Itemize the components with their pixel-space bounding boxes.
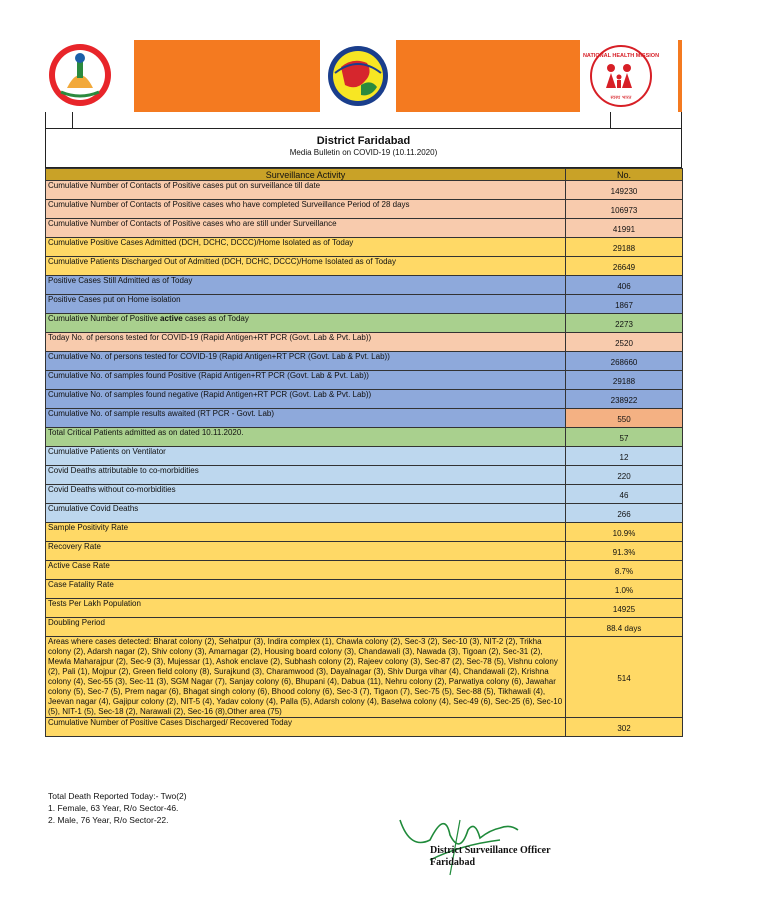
table-row xyxy=(46,219,683,238)
table-row xyxy=(46,295,683,314)
row-value: 2273 xyxy=(566,314,683,333)
row-value: 149230 xyxy=(566,181,683,200)
row-label: Cumulative Patients Discharged Out of Admitted (DCH, DCHC, DCCC)/Home Isolated as of Today xyxy=(46,257,566,276)
row-value: 14925 xyxy=(566,599,683,618)
row-label: Sample Positivity Rate xyxy=(46,523,566,542)
table-row xyxy=(46,447,683,466)
death-report-item-1: 1. Female, 63 Year, R/o Sector-46. xyxy=(48,803,179,813)
table-row xyxy=(46,561,683,580)
row-value: 268660 xyxy=(566,352,683,371)
row-label: Cumulative Number of Contacts of Positive cases who have completed Surveillance Period of 28 days xyxy=(46,200,566,219)
table-row xyxy=(46,542,683,561)
col-activity-header: Surveillance Activity xyxy=(46,169,566,181)
row-label: Cumulative Covid Deaths xyxy=(46,504,566,523)
row-label: Tests Per Lakh Population xyxy=(46,599,566,618)
row-label-bold: active xyxy=(160,314,183,323)
row-label: Cumulative No. of sample results awaited (RT PCR - Govt. Lab) xyxy=(46,409,566,428)
row-label: Areas where cases detected: Bharat colony (2), Sehatpur (3), Indira complex (1), Chawla colony (2), Sec-3 (2), Sec-10 (3), NIT-2 (2), Trikha colony (2), Adarsh nagar (2), Shiv colony (3), Amarnagar (2), Housing board colony (3), Chandawali (3), Nawada (3), Tigoan (2), Sec-31 (2), Mewla Maharajpur (2), Sec-9 (3), Mujessar (1), Ashok enclave (2), Subhash colony (2), Rajeev colony (3), Sec-87 (2), Sec-78 (5), Vishnu colony (2), Pali (1), Mojpur (2), Green field colony (8), Surajkund (3), Charamwood (3), Dayalnagar (3), Shiv Durga vihar (4), Chandawali (2), Krishna colony (4), Sec-55 (3), Sec-11 (3), SGM Nagar (7), Sanjay colony (6), Bhupani (4), Dabua (11), Nehru colony (2), Parwatiya colony (6), Jawahar colony (5), Sec-7 (5), Prem nagar (6), Bhagat singh colony (6), Bhood colony (6), Sec-3 (7), Tigaon (7), Sec-75 (5), Sec-88 (5), Tikhawali (4), Jeevan nagar (4), Gajipur colony (2), NIT-5 (4), Yadav colony (4), Palla (5), Adarsh colony (4), Baselwa colony (4), Sec-49 (6), Sec-25 (6), Sec-10 (5), NIT-1 (5), Sec-18 (2), Narawali (2), Sec-16 (8),Other area (75) xyxy=(46,637,566,718)
death-report-item-2: 2. Male, 76 Year, R/o Sector-22. xyxy=(48,815,169,825)
row-label: Recovery Rate xyxy=(46,542,566,561)
district-title: District Faridabad xyxy=(316,135,411,147)
table-row xyxy=(46,523,683,542)
row-label: Cumulative Number of Contacts of Positive cases put on surveillance till date xyxy=(46,181,566,200)
officer-place: Faridabad xyxy=(430,857,476,868)
row-value: 29188 xyxy=(566,238,683,257)
row-label: Cumulative Positive Cases Admitted (DCH, DCHC, DCCC)/Home Isolated as of Today xyxy=(46,238,566,257)
table-row xyxy=(46,352,683,371)
table-row xyxy=(46,718,683,737)
bulletin-subtitle: Media Bulletin on COVID-19 (10.11.2020) xyxy=(289,148,438,157)
bulletin-sheet xyxy=(45,40,682,737)
row-value: 41991 xyxy=(566,219,683,238)
row-label: Doubling Period xyxy=(46,618,566,637)
row-value: 26649 xyxy=(566,257,683,276)
row-label: Today No. of persons tested for COVID-19 (Rapid Antigen+RT PCR (Govt. Lab & Pvt. Lab)) xyxy=(46,333,566,352)
nhm-logo-subtext: स्वस्थ भारत xyxy=(610,95,632,101)
table-row xyxy=(46,637,683,718)
table-row xyxy=(46,333,683,352)
death-report-title: Total Death Reported Today:- Two(2) xyxy=(48,791,187,801)
row-label: Cumulative No. of samples found negative (Rapid Antigen+RT PCR (Govt. Lab & Pvt. Lab)) xyxy=(46,390,566,409)
table-row xyxy=(46,599,683,618)
row-label: Cumulative Number of Contacts of Positive cases who are still under Surveillance xyxy=(46,219,566,238)
signature-block xyxy=(430,845,551,869)
row-label: Positive Cases put on Home isolation xyxy=(46,295,566,314)
table-row xyxy=(46,390,683,409)
surveillance-table xyxy=(45,168,683,737)
row-value: 10.9% xyxy=(566,523,683,542)
row-value: 57 xyxy=(566,428,683,447)
row-value: 29188 xyxy=(566,371,683,390)
surveillance-table-body xyxy=(46,169,683,737)
table-row xyxy=(46,276,683,295)
row-label: Case Fatality Rate xyxy=(46,580,566,599)
row-value: 91.3% xyxy=(566,542,683,561)
bulletin-header xyxy=(45,129,682,168)
row-value: 514 xyxy=(566,637,683,718)
row-label: Cumulative Patients on Ventilator xyxy=(46,447,566,466)
row-label xyxy=(46,314,566,333)
table-row xyxy=(46,314,683,333)
row-label: Covid Deaths without co-morbidities xyxy=(46,485,566,504)
table-row xyxy=(46,238,683,257)
table-row xyxy=(46,466,683,485)
row-value: 1867 xyxy=(566,295,683,314)
nhm-logo xyxy=(582,44,660,108)
table-row xyxy=(46,409,683,428)
table-row xyxy=(46,200,683,219)
col-no-header: No. xyxy=(566,169,683,181)
table-row xyxy=(46,371,683,390)
row-value: 12 xyxy=(566,447,683,466)
row-value: 46 xyxy=(566,485,683,504)
row-label: Positive Cases Still Admitted as of Today xyxy=(46,276,566,295)
table-row xyxy=(46,580,683,599)
row-label: Total Critical Patients admitted as on dated 10.11.2020. xyxy=(46,428,566,447)
row-value: 302 xyxy=(566,718,683,737)
table-row xyxy=(46,257,683,276)
haryana-emblem xyxy=(47,42,113,108)
orange-band-right xyxy=(396,40,580,112)
officer-title: District Surveillance Officer xyxy=(430,845,551,856)
row-label: Active Case Rate xyxy=(46,561,566,580)
death-report xyxy=(48,790,187,826)
row-label: Covid Deaths attributable to co-morbidities xyxy=(46,466,566,485)
row-value: 1.0% xyxy=(566,580,683,599)
table-header-row xyxy=(46,169,683,181)
row-value: 238922 xyxy=(566,390,683,409)
table-row xyxy=(46,428,683,447)
globe-logo xyxy=(327,43,389,109)
orange-band-left xyxy=(134,40,320,112)
row-value: 266 xyxy=(566,504,683,523)
row-label: Cumulative Number of Positive Cases Discharged/ Recovered Today xyxy=(46,718,566,737)
row-label-post: cases as of Today xyxy=(182,314,249,323)
table-row xyxy=(46,504,683,523)
row-value: 220 xyxy=(566,466,683,485)
row-value: 8.7% xyxy=(566,561,683,580)
table-row xyxy=(46,618,683,637)
logo-banner xyxy=(45,40,682,112)
row-value: 2520 xyxy=(566,333,683,352)
blank-grid-row xyxy=(45,112,682,129)
nhm-logo-text: NATIONAL HEALTH MISSION xyxy=(582,53,660,59)
row-value: 88.4 days xyxy=(566,618,683,637)
row-value: 550 xyxy=(566,409,683,428)
table-row xyxy=(46,485,683,504)
orange-band-edge xyxy=(678,40,682,112)
row-value: 406 xyxy=(566,276,683,295)
row-label-pre: Cumulative Number of Positive xyxy=(48,314,161,323)
row-label: Cumulative No. of persons tested for COVID-19 (Rapid Antigen+RT PCR (Govt. Lab & Pvt. Lab)) xyxy=(46,352,566,371)
row-label: Cumulative No. of samples found Positive (Rapid Antigen+RT PCR (Govt. Lab & Pvt. Lab)) xyxy=(46,371,566,390)
table-row xyxy=(46,181,683,200)
row-value: 106973 xyxy=(566,200,683,219)
